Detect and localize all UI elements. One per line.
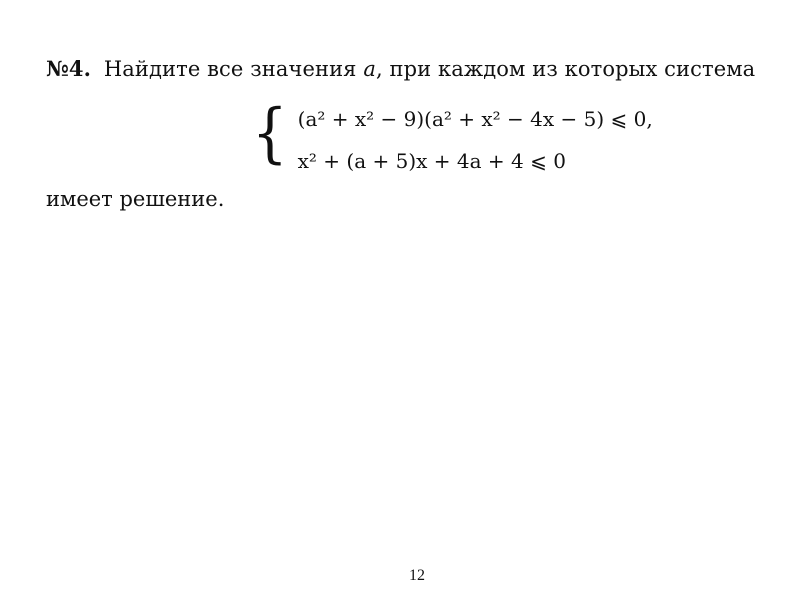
problem-variable: a xyxy=(363,57,376,81)
system-brace: { xyxy=(252,96,288,172)
page-number: 12 xyxy=(409,567,425,584)
equation-1: (a² + x² − 9)(a² + x² − 4x − 5) ⩽ 0, xyxy=(297,107,653,131)
problem-statement xyxy=(46,54,755,84)
problem-number: №4. xyxy=(46,56,92,81)
equation-2: x² + (a + 5)x + 4a + 4 ⩽ 0 xyxy=(297,149,566,173)
equation-system xyxy=(252,96,653,176)
closing-text: имеет решение. xyxy=(46,187,225,211)
equation-list xyxy=(298,102,653,176)
problem-text-after: , при каждом из которых система xyxy=(375,57,756,81)
problem-text-before: Найдите все значения xyxy=(103,57,357,81)
